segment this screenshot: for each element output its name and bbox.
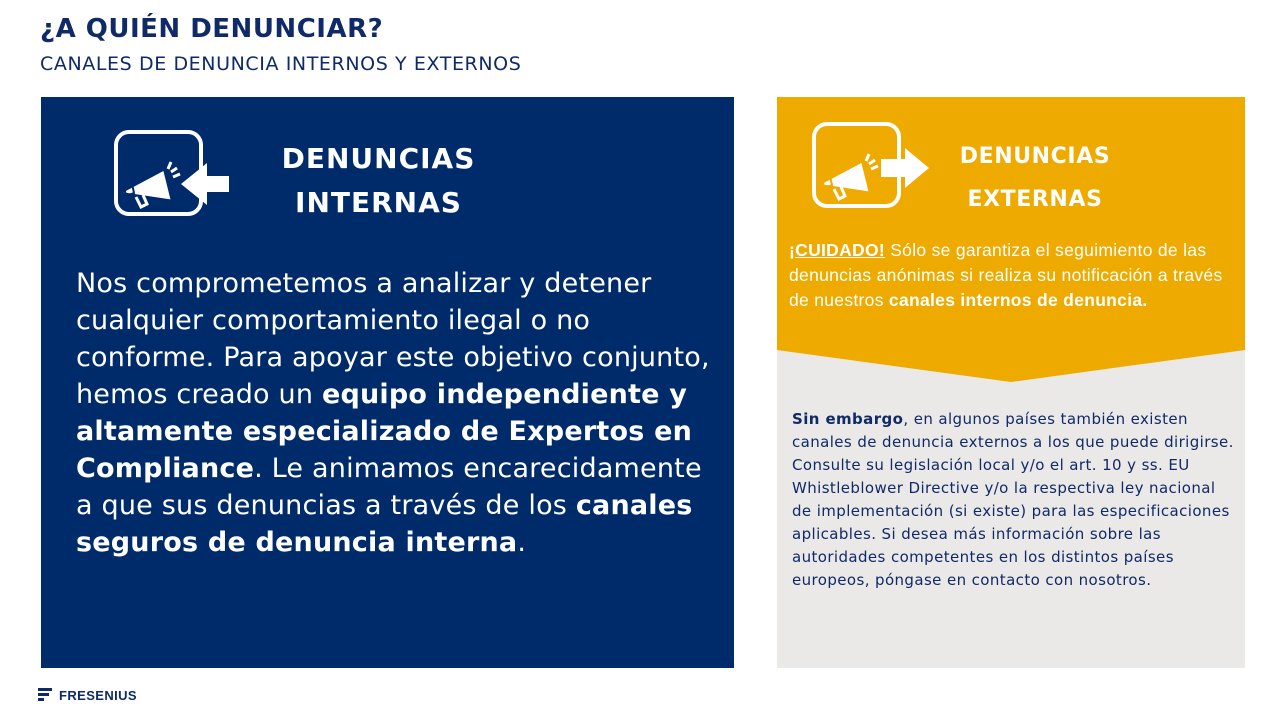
- internal-bold-secure-channels: canales seguros de denuncia interna: [76, 490, 693, 558]
- page-title: ¿A QUIÉN DENUNCIAR?: [40, 14, 384, 44]
- external-heading: [935, 135, 1135, 221]
- internal-heading: [246, 137, 511, 225]
- external-reporting-panel: [777, 97, 1245, 668]
- external-text: , en algunos países también existen canales de denuncia externos a los que puede dirigirse. Consulte su legislación local y/o el art. 10 y ss. EU Whistleblower Directive y/o la respectiva ley nacional de implementación (si existe) para las especificaciones aplicables. Si desea más información sobre las autoridades competentes en los distintos países europeos, póngase en contacto con nosotros.: [792, 410, 1234, 589]
- warning-alert-label: ¡CUIDADO!: [789, 240, 886, 260]
- megaphone-incoming-arrow-icon: [113, 129, 231, 219]
- warning-bold-internal-channels: canales internos de denuncia.: [888, 290, 1148, 310]
- internal-text-part1: Nos comprometemos a analizar y detener cualquier comportamiento ilegal o no conforme. Para apoyar este objetivo conjunto, hemos creado un: [76, 268, 710, 410]
- fresenius-logo-icon: [38, 688, 52, 702]
- anonymous-report-warning: [789, 238, 1237, 313]
- external-bold-however: Sin embargo: [792, 410, 904, 428]
- internal-bold-expert-team: equipo independiente y altamente especializado de Expertos en Compliance: [76, 379, 693, 484]
- internal-reporting-panel: [41, 97, 734, 668]
- internal-heading-line1: DENUNCIAS: [281, 142, 476, 175]
- internal-text-part3: .: [517, 527, 527, 558]
- page-subtitle: CANALES DE DENUNCIA INTERNOS Y EXTERNOS: [40, 53, 522, 75]
- fresenius-logo: [38, 686, 137, 704]
- external-heading-line2: EXTERNAS: [967, 187, 1103, 212]
- megaphone-outgoing-arrow-icon: [811, 121, 933, 211]
- internal-text-part2: . Le animamos encarecidamente a que sus denuncias a través de los: [76, 453, 702, 521]
- internal-heading-line2: INTERNAS: [295, 186, 462, 219]
- warning-text: Sólo se garantiza el seguimiento de las denuncias anónimas si realiza su notificación a través de nuestros: [789, 240, 1223, 310]
- fresenius-logo-text: FRESENIUS: [59, 687, 138, 703]
- external-description: [792, 408, 1237, 592]
- external-heading-line1: DENUNCIAS: [959, 144, 1111, 169]
- internal-description: [76, 265, 716, 561]
